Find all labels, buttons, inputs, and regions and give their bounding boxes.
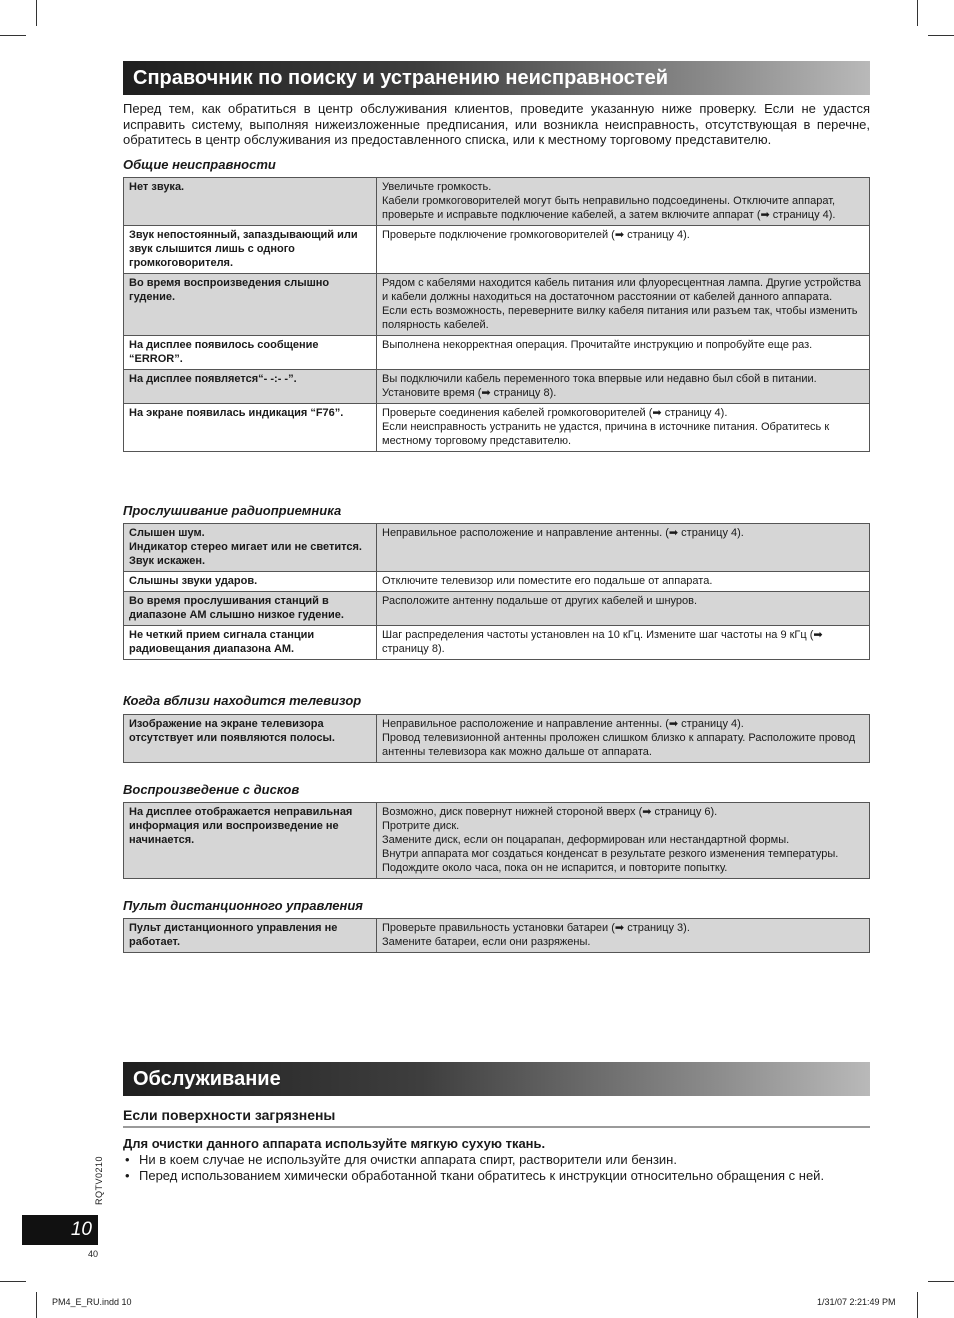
- solution-text: Проверьте подключение громкоговорителей (➡ страницу 4).: [382, 229, 690, 241]
- table-row: [124, 178, 870, 226]
- problem-cell: [124, 572, 377, 592]
- problem-cell: [124, 803, 377, 879]
- problem-cell: [124, 626, 377, 660]
- solution-text: Установите время (➡ страницу 8).: [382, 387, 557, 399]
- problem-cell: [124, 524, 377, 572]
- problem-text: На экране появилась индикация “F76”.: [129, 407, 344, 419]
- maintenance-title: Обслуживание: [123, 1062, 870, 1096]
- page-number: 10: [22, 1215, 98, 1245]
- section-title-tv: Когда вблизи находится телевизор: [123, 693, 362, 708]
- solution-text: Шаг распределения частоты установлен на 10 кГц. Измените шаг частоты на 9 кГц (➡ страницу 8).: [382, 629, 823, 655]
- table-row: [124, 524, 870, 572]
- problem-text: Изображение на экране телевизора отсутствует или появляются полосы.: [129, 718, 335, 744]
- solution-cell: [377, 803, 870, 879]
- crop-mark: [36, 1292, 37, 1318]
- crop-mark: [928, 35, 954, 36]
- problem-text: Звук непостоянный, запаздывающий или звук слышится лишь с одного громкоговорителя.: [129, 229, 358, 269]
- table-row: [124, 336, 870, 370]
- list-item: • Перед использованием химически обработанной ткани обратитесь к инструкции относительно обращения с ней.: [123, 1168, 870, 1184]
- solution-text: Протрите диск.: [382, 820, 460, 832]
- problem-cell: [124, 370, 377, 404]
- page-title: Справочник по поиску и устранению неисправностей: [123, 61, 870, 95]
- problem-cell: [124, 274, 377, 336]
- table-row: [124, 572, 870, 592]
- solution-text: Возможно, диск повернут нижней стороной вверх (➡ страницу 6).: [382, 806, 718, 818]
- footer-file-name: PM4_E_RU.indd 10: [52, 1297, 132, 1307]
- solution-text: Если неисправность устранить не удастся, причина в источнике питания. Обратитесь к местному торговому представителю.: [382, 421, 830, 447]
- section-title-radio: Прослушивание радиоприемника: [123, 503, 342, 518]
- problem-cell: [124, 178, 377, 226]
- troubleshooting-table-general: [123, 177, 870, 452]
- troubleshooting-table-disc: [123, 802, 870, 879]
- crop-mark: [36, 0, 37, 26]
- table-row: [124, 592, 870, 626]
- problem-cell: [124, 336, 377, 370]
- solution-text: Неправильное расположение и направление антенны. (➡ страницу 4).: [382, 718, 744, 730]
- problem-text: Нет звука.: [129, 181, 185, 193]
- solution-cell: [377, 336, 870, 370]
- troubleshooting-table-tv: [123, 714, 870, 763]
- solution-text: Рядом с кабелями находится кабель питания или флуоресцентная лампа. Другие устройства и кабели должны находиться на достаточном расстоянии от кабелей данного аппарата.: [382, 277, 862, 303]
- problem-cell: [124, 592, 377, 626]
- problem-text: Индикатор стерео мигает или не светится.: [129, 541, 362, 553]
- maintenance-subtitle: Если поверхности загрязнены: [123, 1106, 870, 1128]
- crop-mark: [917, 1292, 918, 1318]
- problem-cell: [124, 226, 377, 274]
- solution-text: Проверьте правильность установки батареи (➡ страницу 3).: [382, 922, 690, 934]
- solution-text: Кабели громкоговорителей могут быть неправильно подсоединены. Отключите аппарат, проверьте и исправьте подключение кабелей, а затем включите аппарат (➡ страницу 4).: [382, 195, 836, 221]
- solution-text: Вы подключили кабель переменного тока впервые или недавно был сбой в питании.: [382, 373, 817, 385]
- table-row: [124, 626, 870, 660]
- table-row: [124, 226, 870, 274]
- problem-text: Не четкий прием сигнала станции радиовещания диапазона AM.: [129, 629, 315, 655]
- document-code: RQTV0210: [94, 1155, 104, 1205]
- solution-text: Выполнена некорректная операция. Прочитайте инструкцию и попробуйте еще раз.: [382, 339, 813, 351]
- troubleshooting-table-radio: [123, 523, 870, 660]
- table-row: [124, 404, 870, 452]
- solution-text: Внутри аппарата мог создаться конденсат в результате резкого изменения температуры. Подождите около часа, пока он не испарится, и повторите попытку.: [382, 848, 839, 874]
- solution-text: Расположите антенну подальше от других кабелей и шнуров.: [382, 595, 698, 607]
- crop-mark: [928, 1281, 954, 1282]
- problem-text: На дисплее отображается неправильная информация или воспроизведение не начинается.: [129, 806, 353, 846]
- solution-cell: [377, 274, 870, 336]
- section-title-remote: Пульт дистанционного управления: [123, 898, 363, 913]
- solution-text: Замените диск, если он поцарапан, деформирован или нестандартной формы.: [382, 834, 790, 846]
- footer-timestamp: 1/31/07 2:21:49 PM: [817, 1297, 896, 1307]
- solution-cell: [377, 226, 870, 274]
- crop-mark: [0, 35, 26, 36]
- solution-text: Отключите телевизор или поместите его подальше от аппарата.: [382, 575, 713, 587]
- problem-text: Слышны звуки ударов.: [129, 575, 258, 587]
- section-title-general: Общие неисправности: [123, 157, 276, 172]
- table-row: [124, 370, 870, 404]
- problem-cell: [124, 919, 377, 953]
- table-row: [124, 274, 870, 336]
- solution-cell: [377, 370, 870, 404]
- troubleshooting-table-remote: [123, 918, 870, 953]
- solution-text: Если есть возможность, переверните вилку кабеля питания или разъем так, чтобы изменить полярность кабелей.: [382, 305, 858, 331]
- problem-text: Во время воспроизведения слышно гудение.: [129, 277, 330, 303]
- crop-mark: [0, 1281, 26, 1282]
- solution-cell: [377, 524, 870, 572]
- solution-cell: [377, 572, 870, 592]
- table-row: [124, 803, 870, 879]
- problem-text: Пульт дистанционного управления не работает.: [129, 922, 338, 948]
- small-page-number: 40: [88, 1249, 99, 1259]
- problem-text: Слышен шум.: [129, 527, 205, 539]
- solution-cell: [377, 919, 870, 953]
- maintenance-bullet-list: [123, 1152, 870, 1183]
- problem-text: Во время прослушивания станций в диапазоне AM слышно низкое гудение.: [129, 595, 344, 621]
- list-item: • Ни в коем случае не используйте для очистки аппарата спирт, растворители или бензин.: [123, 1152, 870, 1168]
- solution-text: Увеличьте громкость.: [382, 181, 492, 193]
- solution-text: Замените батареи, если они разряжены.: [382, 936, 591, 948]
- problem-cell: [124, 715, 377, 763]
- intro-paragraph: Перед тем, как обратиться в центр обслуживания клиентов, проведите указанную ниже проверку. Если не удастся исправить систему, выполняя нижеизложенные предписания, или возникла неисправность, отсутствующая в перечне, обратитесь в центр обслуживания из предоставленного списка, или к местному торговому представителю.: [123, 101, 870, 147]
- problem-text: На дисплее появляется“- -:- -”.: [129, 373, 297, 385]
- problem-cell: [124, 404, 377, 452]
- solution-cell: [377, 715, 870, 763]
- solution-text: Провод телевизионной антенны проложен слишком близко к аппарату. Расположите провод антенны телевизора как можно дальше от аппарата.: [382, 732, 856, 758]
- solution-cell: [377, 404, 870, 452]
- solution-cell: [377, 592, 870, 626]
- problem-text: Звук искажен.: [129, 555, 206, 567]
- solution-text: Проверьте соединения кабелей громкоговорителей (➡ страницу 4).: [382, 407, 728, 419]
- solution-cell: [377, 178, 870, 226]
- crop-mark: [917, 0, 918, 26]
- solution-cell: [377, 626, 870, 660]
- table-row: [124, 919, 870, 953]
- section-title-disc: Воспроизведение с дисков: [123, 782, 300, 797]
- maintenance-lead: Для очистки данного аппарата используйте мягкую сухую ткань.: [123, 1136, 546, 1151]
- solution-text: Неправильное расположение и направление антенны. (➡ страницу 4).: [382, 527, 744, 539]
- problem-text: На дисплее появилось сообщение “ERROR”.: [129, 339, 319, 365]
- table-row: [124, 715, 870, 763]
